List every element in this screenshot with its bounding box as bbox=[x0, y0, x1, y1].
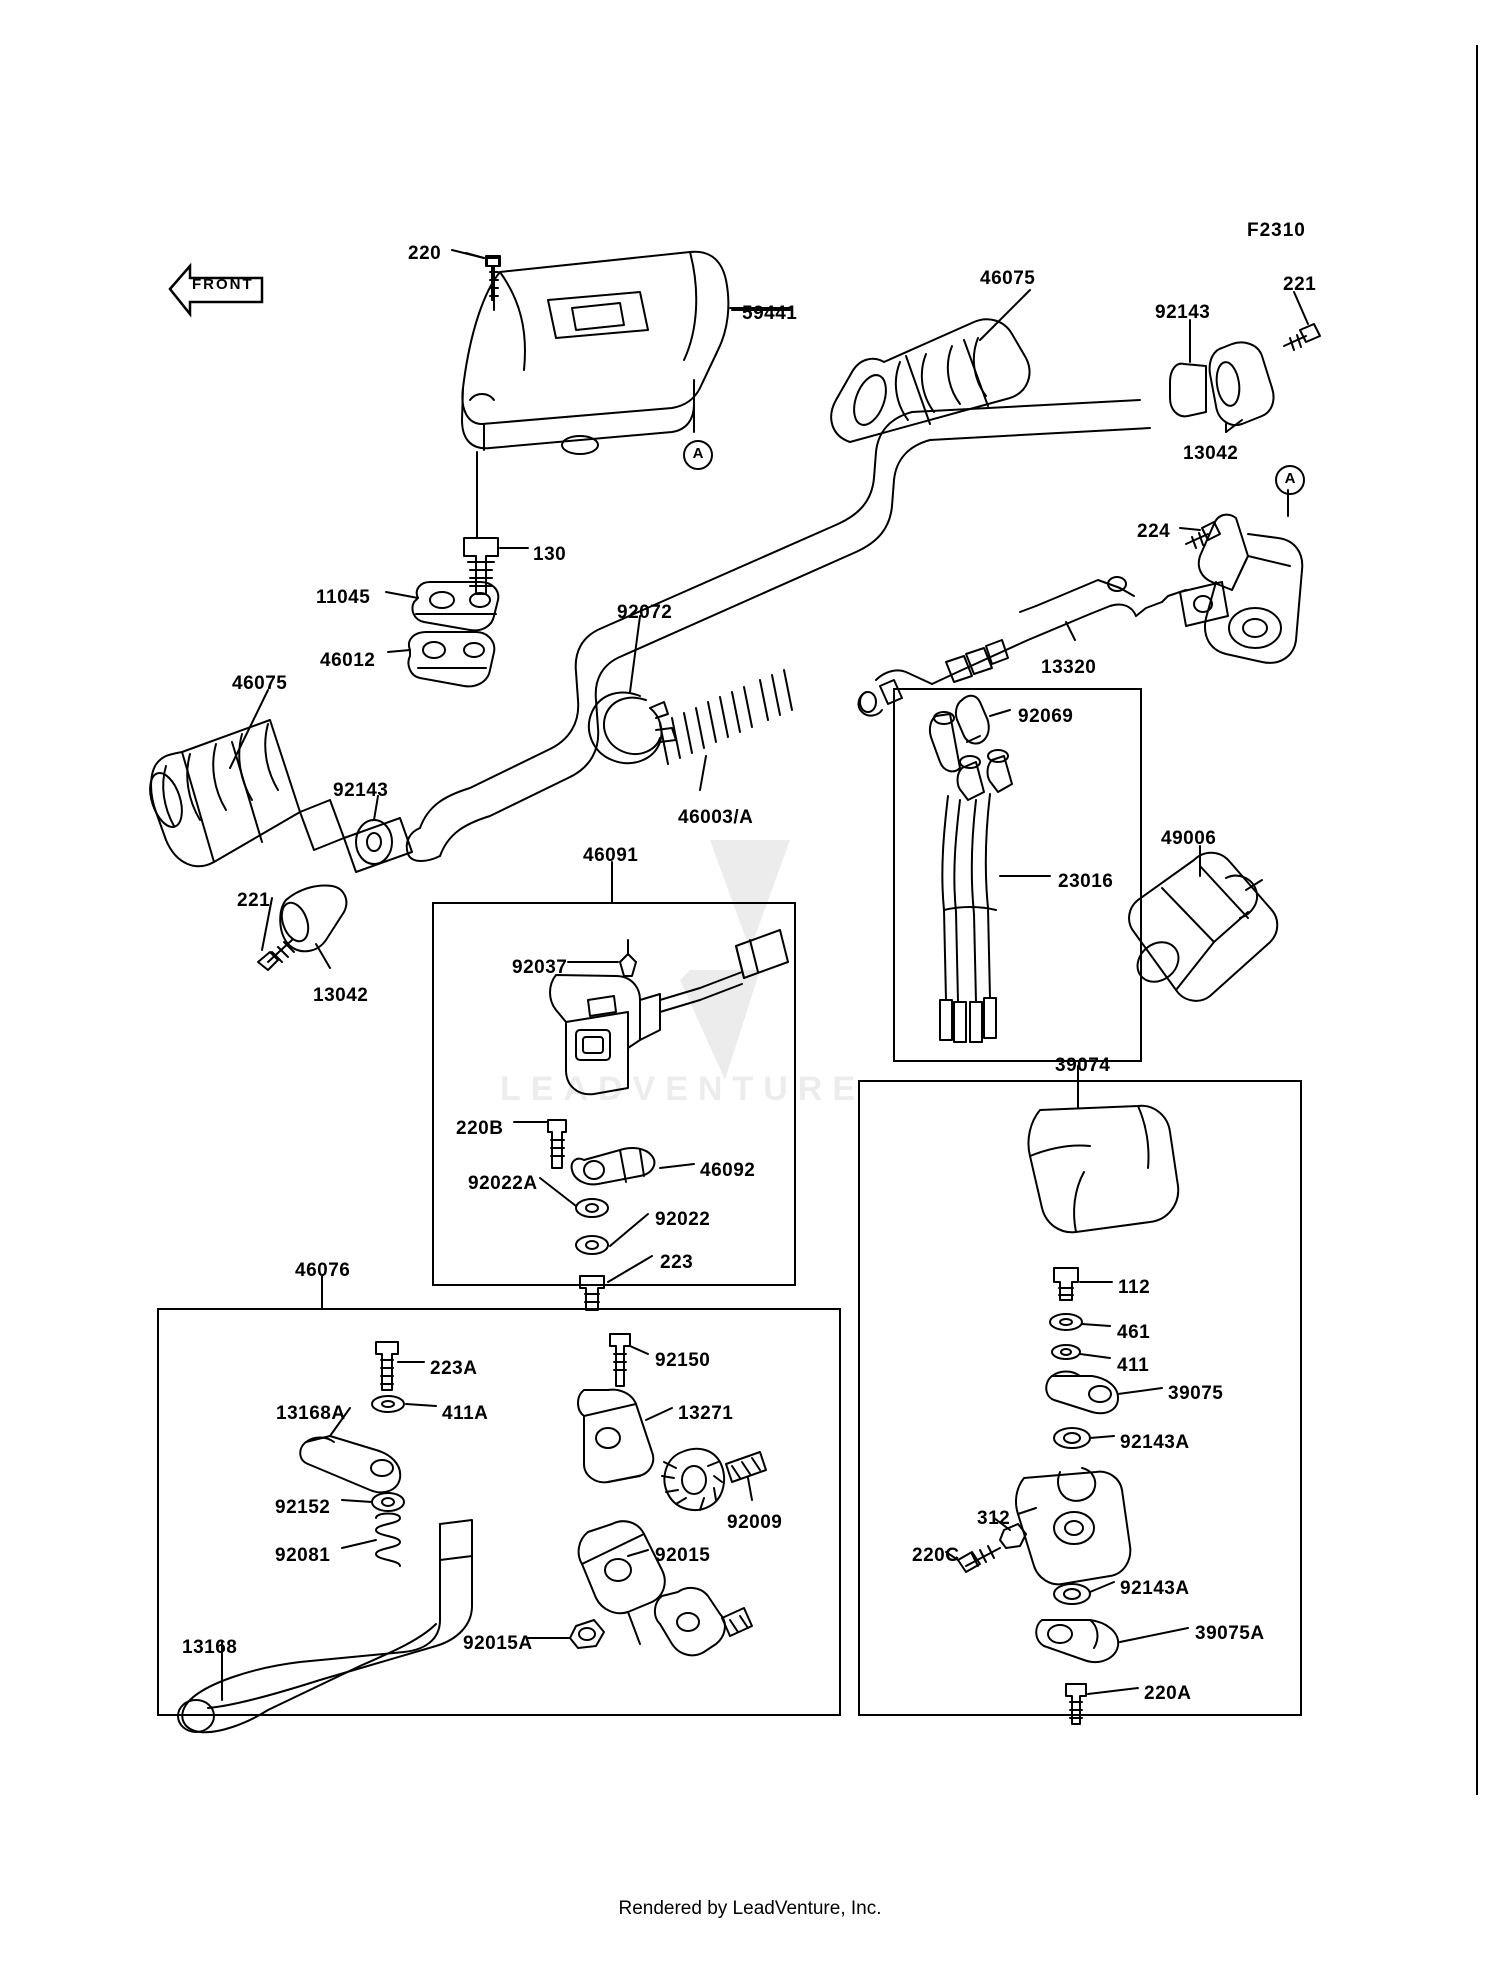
watermark-text: LEADVENTURE bbox=[500, 1070, 866, 1108]
part-number-220[interactable]: 220 bbox=[408, 243, 442, 264]
part-number-92152[interactable]: 92152 bbox=[275, 1497, 331, 1518]
part-number-46091[interactable]: 46091 bbox=[583, 845, 639, 866]
part-number-223[interactable]: 223 bbox=[660, 1252, 694, 1273]
part-number-221[interactable]: 221 bbox=[237, 890, 271, 911]
part-number-92143[interactable]: 92143 bbox=[333, 780, 389, 801]
part-number-130[interactable]: 130 bbox=[533, 544, 567, 565]
part-number-59441[interactable]: 59441 bbox=[742, 303, 798, 324]
part-number-92009[interactable]: 92009 bbox=[727, 1512, 783, 1533]
part-number-224[interactable]: 224 bbox=[1137, 521, 1171, 542]
part-number-92143A[interactable]: 92143A bbox=[1120, 1578, 1190, 1599]
part-number-92022[interactable]: 92022 bbox=[655, 1209, 711, 1230]
part-number-46092[interactable]: 46092 bbox=[700, 1160, 756, 1181]
part-number-13042[interactable]: 13042 bbox=[1183, 443, 1239, 464]
part-number-220C[interactable]: 220C bbox=[912, 1545, 960, 1566]
part-number-112[interactable]: 112 bbox=[1118, 1277, 1151, 1298]
callout-a-right: A bbox=[1275, 465, 1305, 495]
part-number-13271[interactable]: 13271 bbox=[678, 1403, 734, 1424]
part-number-312[interactable]: 312 bbox=[977, 1508, 1011, 1529]
part-number-411[interactable]: 411 bbox=[1117, 1355, 1150, 1376]
part-number-92015[interactable]: 92015 bbox=[655, 1545, 711, 1566]
part-number-92037[interactable]: 92037 bbox=[512, 957, 568, 978]
part-number-46003-A[interactable]: 46003/A bbox=[678, 807, 754, 828]
part-number-46075[interactable]: 46075 bbox=[980, 268, 1036, 289]
part-number-223A[interactable]: 223A bbox=[430, 1358, 478, 1379]
part-number-92022A[interactable]: 92022A bbox=[468, 1173, 538, 1194]
front-direction-marker bbox=[168, 258, 264, 320]
part-number-92150[interactable]: 92150 bbox=[655, 1350, 711, 1371]
part-number-92072[interactable]: 92072 bbox=[617, 602, 673, 623]
part-number-221[interactable]: 221 bbox=[1283, 274, 1317, 295]
front-label: FRONT bbox=[192, 276, 254, 293]
footer-credit: Rendered by LeadVenture, Inc. bbox=[618, 1898, 882, 1919]
part-number-11045[interactable]: 11045 bbox=[316, 587, 371, 608]
page-border-rule bbox=[1476, 45, 1478, 1795]
part-number-49006[interactable]: 49006 bbox=[1161, 828, 1217, 849]
part-number-92143[interactable]: 92143 bbox=[1155, 302, 1211, 323]
part-number-46012[interactable]: 46012 bbox=[320, 650, 376, 671]
part-number-13168[interactable]: 13168 bbox=[182, 1637, 238, 1658]
callout-a-upper: A bbox=[683, 440, 713, 470]
part-number-92081[interactable]: 92081 bbox=[275, 1545, 331, 1566]
part-number-13320[interactable]: 13320 bbox=[1041, 657, 1097, 678]
subassembly-box-39074 bbox=[858, 1080, 1302, 1716]
subassembly-box-46091 bbox=[432, 902, 796, 1286]
part-number-39075A[interactable]: 39075A bbox=[1195, 1623, 1265, 1644]
part-number-46075[interactable]: 46075 bbox=[232, 673, 288, 694]
part-number-13168A[interactable]: 13168A bbox=[276, 1403, 346, 1424]
part-number-13042[interactable]: 13042 bbox=[313, 985, 369, 1006]
part-number-461[interactable]: 461 bbox=[1117, 1322, 1151, 1343]
part-number-92069[interactable]: 92069 bbox=[1018, 706, 1074, 727]
part-number-23016[interactable]: 23016 bbox=[1058, 871, 1114, 892]
part-number-39075[interactable]: 39075 bbox=[1168, 1383, 1224, 1404]
part-number-46076[interactable]: 46076 bbox=[295, 1260, 351, 1281]
part-number-39074[interactable]: 39074 bbox=[1055, 1055, 1111, 1076]
part-number-92143A[interactable]: 92143A bbox=[1120, 1432, 1190, 1453]
part-number-220B[interactable]: 220B bbox=[456, 1118, 504, 1139]
part-number-411A[interactable]: 411A bbox=[442, 1403, 489, 1424]
part-number-92015A[interactable]: 92015A bbox=[463, 1633, 533, 1654]
part-number-220A[interactable]: 220A bbox=[1144, 1683, 1192, 1704]
diagram-code: F2310 bbox=[1247, 220, 1306, 241]
